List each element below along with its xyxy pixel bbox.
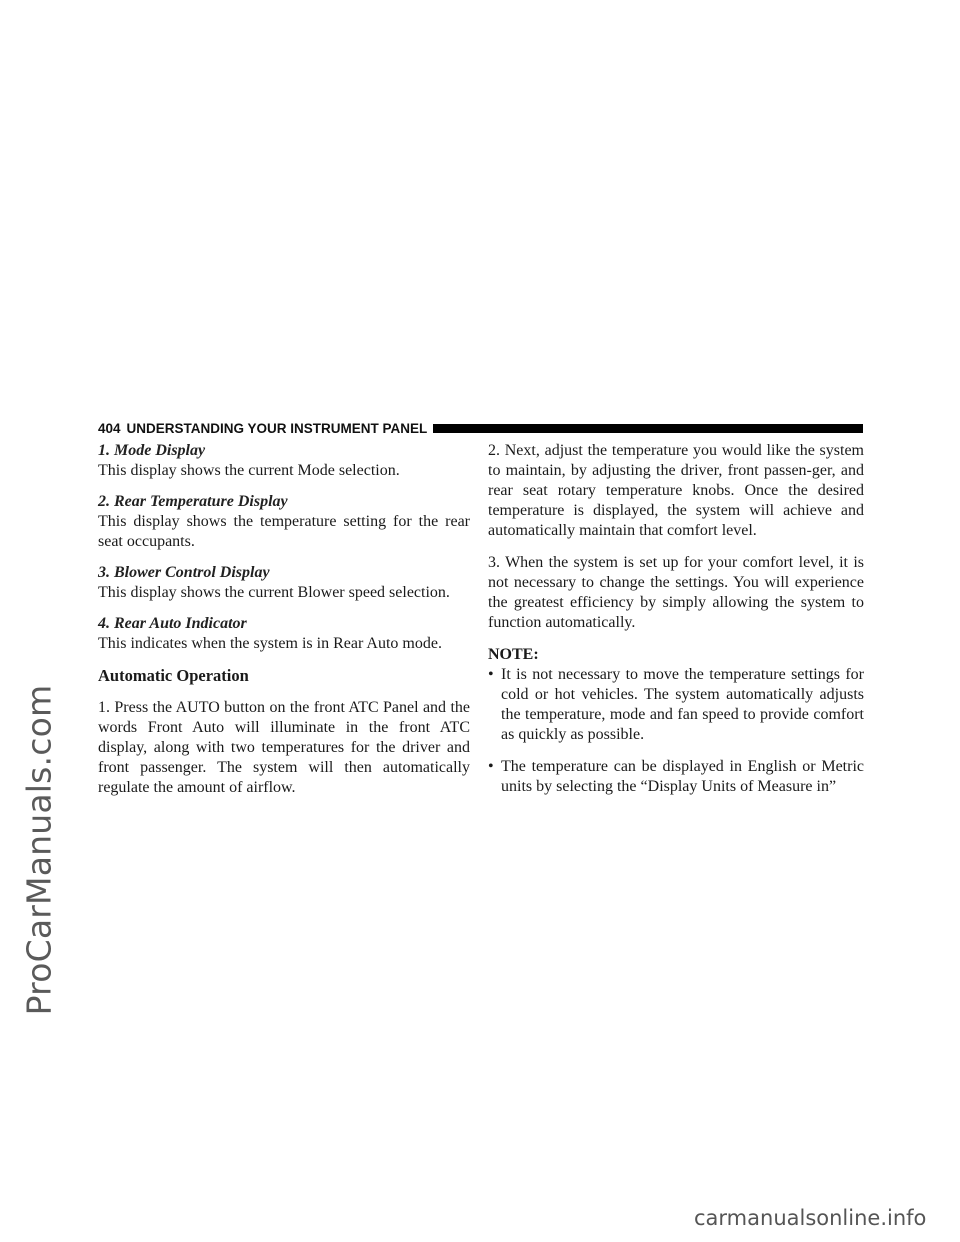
side-watermark (4, 500, 74, 1200)
section-heading: Automatic Operation (98, 666, 249, 685)
paragraph: This display shows the temperature setting for the rear seat occupants. (98, 513, 470, 550)
right-column (488, 441, 864, 797)
header-rule (433, 424, 863, 433)
running-title: UNDERSTANDING YOUR INSTRUMENT PANEL (126, 420, 428, 436)
paragraph: This display shows the current Mode selection. (98, 462, 400, 479)
note-bullet-item (488, 757, 864, 797)
subheading: 3. Blower Control Display (98, 564, 270, 581)
step-2-paragraph: 2. Next, adjust the temperature you would like the system to maintain, by adjusting the driver, front passen-ger, and rear seat rotary temperature knobs. Once the desired temperature is displayed, the system will achieve and automatically maintain that comfort level. (488, 442, 864, 539)
bullet-icon: • (488, 666, 494, 683)
side-watermark-text: ProCarManuals.com (19, 684, 59, 1016)
paragraph: This display shows the current Blower speed selection. (98, 584, 450, 601)
subheading: 4. Rear Auto Indicator (98, 615, 247, 632)
item-rear-temperature-display (98, 492, 470, 552)
note-label: NOTE: (488, 646, 539, 663)
bullet-text: The temperature can be displayed in English or Metric units by selecting the “Display Units of Measure in” (501, 758, 864, 795)
step-3-paragraph: 3. When the system is set up for your comfort level, it is not necessary to change the settings. You will experience the greatest efficiency by simply allowing the system to function automatically. (488, 554, 864, 631)
bullet-text: It is not necessary to move the temperature settings for cold or hot vehicles. The system automatically adjusts the temperature, mode and fan speed to provide comfort as quickly as possible. (501, 666, 864, 743)
page-header (98, 418, 863, 438)
note-bullet-item (488, 665, 864, 745)
footer-watermark: carmanualsonline.info (694, 1206, 927, 1230)
page-number: 404 (98, 420, 121, 436)
subheading: 2. Rear Temperature Display (98, 493, 288, 510)
paragraph: This indicates when the system is in Rear Auto mode. (98, 635, 442, 652)
left-column (98, 441, 470, 798)
bullet-icon: • (488, 758, 494, 775)
step-1-paragraph: 1. Press the AUTO button on the front ATC Panel and the words Front Auto will illuminate in the front ATC display, along with two temperatures for the driver and front passenger. The system will then automatically regulate the amount of airflow. (98, 699, 470, 796)
subheading: 1. Mode Display (98, 442, 206, 459)
item-mode-display (98, 441, 470, 481)
item-rear-auto-indicator (98, 614, 470, 654)
item-blower-control-display (98, 563, 470, 603)
